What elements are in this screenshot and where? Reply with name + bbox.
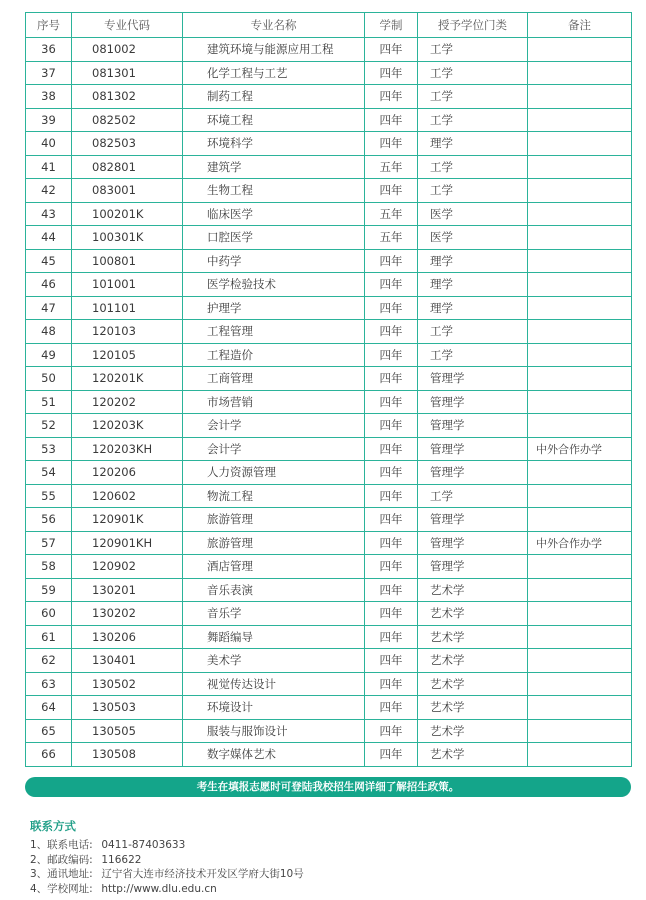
table-row bbox=[26, 602, 632, 626]
cell-seq: 44 bbox=[26, 226, 72, 250]
cell-degree: 工学 bbox=[418, 343, 528, 367]
contact-label: 3、通讯地址: bbox=[30, 868, 93, 880]
cell-seq: 61 bbox=[26, 625, 72, 649]
cell-name: 口腔医学 bbox=[183, 226, 365, 250]
cell-degree: 工学 bbox=[418, 179, 528, 203]
cell-note bbox=[528, 602, 632, 626]
table-row bbox=[26, 108, 632, 132]
cell-code: 100301K bbox=[72, 226, 183, 250]
cell-degree: 工学 bbox=[418, 108, 528, 132]
header-degree: 授予学位门类 bbox=[418, 13, 528, 38]
cell-seq: 37 bbox=[26, 61, 72, 85]
cell-note bbox=[528, 273, 632, 297]
cell-note bbox=[528, 508, 632, 532]
cell-years: 四年 bbox=[365, 273, 418, 297]
header-note: 备注 bbox=[528, 13, 632, 38]
cell-years: 四年 bbox=[365, 696, 418, 720]
contact-value: 0411-87403633 bbox=[101, 839, 186, 851]
cell-name: 人力资源管理 bbox=[183, 461, 365, 485]
cell-note bbox=[528, 743, 632, 767]
cell-seq: 46 bbox=[26, 273, 72, 297]
cell-seq: 39 bbox=[26, 108, 72, 132]
cell-degree: 艺术学 bbox=[418, 602, 528, 626]
cell-code: 083001 bbox=[72, 179, 183, 203]
cell-code: 120901KH bbox=[72, 531, 183, 555]
table-row bbox=[26, 649, 632, 673]
cell-degree: 管理学 bbox=[418, 508, 528, 532]
table-row bbox=[26, 38, 632, 62]
cell-seq: 45 bbox=[26, 249, 72, 273]
cell-code: 101001 bbox=[72, 273, 183, 297]
table-row bbox=[26, 743, 632, 767]
contact-title: 联系方式 bbox=[30, 819, 76, 833]
cell-seq: 40 bbox=[26, 132, 72, 156]
majors-table bbox=[25, 12, 632, 767]
cell-code: 120902 bbox=[72, 555, 183, 579]
cell-years: 五年 bbox=[365, 155, 418, 179]
cell-years: 四年 bbox=[365, 343, 418, 367]
cell-note: 中外合作办学 bbox=[528, 437, 632, 461]
cell-note bbox=[528, 155, 632, 179]
cell-code: 101101 bbox=[72, 296, 183, 320]
cell-name: 建筑环境与能源应用工程 bbox=[183, 38, 365, 62]
cell-years: 四年 bbox=[365, 367, 418, 391]
cell-note bbox=[528, 226, 632, 250]
cell-seq: 56 bbox=[26, 508, 72, 532]
cell-degree: 管理学 bbox=[418, 531, 528, 555]
cell-code: 082502 bbox=[72, 108, 183, 132]
cell-code: 130508 bbox=[72, 743, 183, 767]
cell-note: 中外合作办学 bbox=[528, 531, 632, 555]
cell-years: 四年 bbox=[365, 249, 418, 273]
table-row bbox=[26, 484, 632, 508]
cell-note bbox=[528, 484, 632, 508]
cell-seq: 52 bbox=[26, 414, 72, 438]
cell-seq: 57 bbox=[26, 531, 72, 555]
cell-name: 环境科学 bbox=[183, 132, 365, 156]
cell-name: 酒店管理 bbox=[183, 555, 365, 579]
table-row bbox=[26, 508, 632, 532]
cell-name: 环境工程 bbox=[183, 108, 365, 132]
table-row bbox=[26, 273, 632, 297]
table-row bbox=[26, 296, 632, 320]
cell-years: 四年 bbox=[365, 649, 418, 673]
cell-note bbox=[528, 414, 632, 438]
cell-note bbox=[528, 390, 632, 414]
header-years: 学制 bbox=[365, 13, 418, 38]
cell-years: 四年 bbox=[365, 602, 418, 626]
header-seq: 序号 bbox=[26, 13, 72, 38]
cell-note bbox=[528, 625, 632, 649]
cell-years: 四年 bbox=[365, 672, 418, 696]
cell-code: 120201K bbox=[72, 367, 183, 391]
cell-years: 四年 bbox=[365, 414, 418, 438]
cell-years: 四年 bbox=[365, 508, 418, 532]
cell-seq: 38 bbox=[26, 85, 72, 109]
contact-label: 4、学校网址: bbox=[30, 882, 93, 895]
table-row bbox=[26, 672, 632, 696]
notice-banner: 考生在填报志愿时可登陆我校招生网详细了解招生政策。 bbox=[25, 777, 631, 797]
table-row bbox=[26, 85, 632, 109]
table-row bbox=[26, 249, 632, 273]
cell-note bbox=[528, 179, 632, 203]
cell-note bbox=[528, 578, 632, 602]
cell-note bbox=[528, 85, 632, 109]
cell-note bbox=[528, 719, 632, 743]
cell-note bbox=[528, 649, 632, 673]
cell-name: 化学工程与工艺 bbox=[183, 61, 365, 85]
cell-seq: 49 bbox=[26, 343, 72, 367]
cell-name: 临床医学 bbox=[183, 202, 365, 226]
cell-name: 会计学 bbox=[183, 437, 365, 461]
cell-name: 视觉传达设计 bbox=[183, 672, 365, 696]
cell-years: 四年 bbox=[365, 85, 418, 109]
cell-code: 081301 bbox=[72, 61, 183, 85]
cell-code: 120103 bbox=[72, 320, 183, 344]
cell-code: 130401 bbox=[72, 649, 183, 673]
cell-seq: 53 bbox=[26, 437, 72, 461]
cell-name: 美术学 bbox=[183, 649, 365, 673]
cell-degree: 工学 bbox=[418, 38, 528, 62]
cell-name: 旅游管理 bbox=[183, 531, 365, 555]
cell-degree: 理学 bbox=[418, 296, 528, 320]
cell-degree: 工学 bbox=[418, 320, 528, 344]
table-header-row bbox=[26, 13, 632, 38]
cell-seq: 42 bbox=[26, 179, 72, 203]
cell-seq: 47 bbox=[26, 296, 72, 320]
cell-seq: 41 bbox=[26, 155, 72, 179]
cell-degree: 艺术学 bbox=[418, 649, 528, 673]
cell-degree: 艺术学 bbox=[418, 743, 528, 767]
cell-years: 四年 bbox=[365, 461, 418, 485]
cell-degree: 管理学 bbox=[418, 437, 528, 461]
cell-code: 130505 bbox=[72, 719, 183, 743]
cell-name: 建筑学 bbox=[183, 155, 365, 179]
cell-seq: 62 bbox=[26, 649, 72, 673]
table-row bbox=[26, 320, 632, 344]
cell-note bbox=[528, 367, 632, 391]
cell-code: 120202 bbox=[72, 390, 183, 414]
cell-seq: 50 bbox=[26, 367, 72, 391]
table-row bbox=[26, 696, 632, 720]
cell-name: 旅游管理 bbox=[183, 508, 365, 532]
cell-years: 四年 bbox=[365, 555, 418, 579]
cell-code: 120206 bbox=[72, 461, 183, 485]
cell-years: 四年 bbox=[365, 108, 418, 132]
cell-degree: 理学 bbox=[418, 132, 528, 156]
cell-years: 四年 bbox=[365, 179, 418, 203]
cell-name: 工程造价 bbox=[183, 343, 365, 367]
cell-code: 130202 bbox=[72, 602, 183, 626]
cell-name: 工商管理 bbox=[183, 367, 365, 391]
cell-degree: 艺术学 bbox=[418, 672, 528, 696]
cell-note bbox=[528, 38, 632, 62]
cell-name: 医学检验技术 bbox=[183, 273, 365, 297]
table-body bbox=[26, 38, 632, 767]
table-row bbox=[26, 61, 632, 85]
cell-code: 120105 bbox=[72, 343, 183, 367]
cell-note bbox=[528, 296, 632, 320]
cell-note bbox=[528, 320, 632, 344]
cell-code: 130502 bbox=[72, 672, 183, 696]
cell-code: 120901K bbox=[72, 508, 183, 532]
cell-years: 四年 bbox=[365, 320, 418, 344]
table-row bbox=[26, 343, 632, 367]
cell-degree: 工学 bbox=[418, 155, 528, 179]
cell-years: 四年 bbox=[365, 390, 418, 414]
cell-degree: 医学 bbox=[418, 202, 528, 226]
cell-degree: 理学 bbox=[418, 249, 528, 273]
contact-website bbox=[30, 882, 610, 897]
cell-code: 120203KH bbox=[72, 437, 183, 461]
cell-code: 100201K bbox=[72, 202, 183, 226]
cell-name: 会计学 bbox=[183, 414, 365, 438]
cell-degree: 医学 bbox=[418, 226, 528, 250]
header-code: 专业代码 bbox=[72, 13, 183, 38]
cell-code: 082503 bbox=[72, 132, 183, 156]
cell-degree: 艺术学 bbox=[418, 625, 528, 649]
cell-name: 舞蹈编导 bbox=[183, 625, 365, 649]
contact-label: 1、联系电话: bbox=[30, 839, 93, 851]
table-row bbox=[26, 437, 632, 461]
cell-code: 120602 bbox=[72, 484, 183, 508]
cell-degree: 工学 bbox=[418, 85, 528, 109]
cell-degree: 管理学 bbox=[418, 555, 528, 579]
cell-years: 四年 bbox=[365, 531, 418, 555]
cell-degree: 工学 bbox=[418, 61, 528, 85]
table-row bbox=[26, 226, 632, 250]
cell-degree: 艺术学 bbox=[418, 578, 528, 602]
cell-note bbox=[528, 61, 632, 85]
table-row bbox=[26, 179, 632, 203]
cell-name: 制药工程 bbox=[183, 85, 365, 109]
cell-code: 130503 bbox=[72, 696, 183, 720]
cell-name: 数字媒体艺术 bbox=[183, 743, 365, 767]
cell-degree: 理学 bbox=[418, 273, 528, 297]
cell-seq: 48 bbox=[26, 320, 72, 344]
table-row bbox=[26, 578, 632, 602]
cell-name: 环境设计 bbox=[183, 696, 365, 720]
cell-name: 服装与服饰设计 bbox=[183, 719, 365, 743]
cell-seq: 58 bbox=[26, 555, 72, 579]
cell-degree: 艺术学 bbox=[418, 719, 528, 743]
cell-code: 130206 bbox=[72, 625, 183, 649]
cell-years: 五年 bbox=[365, 226, 418, 250]
cell-degree: 管理学 bbox=[418, 414, 528, 438]
table-row bbox=[26, 132, 632, 156]
cell-note bbox=[528, 132, 632, 156]
cell-seq: 59 bbox=[26, 578, 72, 602]
cell-seq: 63 bbox=[26, 672, 72, 696]
cell-note bbox=[528, 249, 632, 273]
cell-note bbox=[528, 555, 632, 579]
cell-code: 081002 bbox=[72, 38, 183, 62]
cell-years: 五年 bbox=[365, 202, 418, 226]
cell-name: 护理学 bbox=[183, 296, 365, 320]
cell-note bbox=[528, 343, 632, 367]
table-row bbox=[26, 555, 632, 579]
cell-years: 四年 bbox=[365, 61, 418, 85]
contact-postcode bbox=[30, 853, 610, 868]
cell-seq: 43 bbox=[26, 202, 72, 226]
table-row bbox=[26, 155, 632, 179]
cell-name: 生物工程 bbox=[183, 179, 365, 203]
cell-seq: 65 bbox=[26, 719, 72, 743]
cell-note bbox=[528, 696, 632, 720]
cell-name: 中药学 bbox=[183, 249, 365, 273]
table-row bbox=[26, 202, 632, 226]
cell-years: 四年 bbox=[365, 719, 418, 743]
cell-degree: 艺术学 bbox=[418, 696, 528, 720]
cell-years: 四年 bbox=[365, 38, 418, 62]
table-row bbox=[26, 719, 632, 743]
cell-name: 市场营销 bbox=[183, 390, 365, 414]
cell-code: 130201 bbox=[72, 578, 183, 602]
contact-section bbox=[30, 818, 610, 896]
header-name: 专业名称 bbox=[183, 13, 365, 38]
website-link[interactable]: http://www.dlu.edu.cn bbox=[101, 882, 217, 895]
cell-seq: 64 bbox=[26, 696, 72, 720]
cell-degree: 管理学 bbox=[418, 367, 528, 391]
table-row bbox=[26, 531, 632, 555]
cell-seq: 55 bbox=[26, 484, 72, 508]
cell-name: 工程管理 bbox=[183, 320, 365, 344]
cell-seq: 66 bbox=[26, 743, 72, 767]
cell-degree: 工学 bbox=[418, 484, 528, 508]
cell-years: 四年 bbox=[365, 296, 418, 320]
cell-name: 音乐表演 bbox=[183, 578, 365, 602]
table-row bbox=[26, 461, 632, 485]
cell-name: 物流工程 bbox=[183, 484, 365, 508]
cell-years: 四年 bbox=[365, 437, 418, 461]
cell-seq: 36 bbox=[26, 38, 72, 62]
table-row bbox=[26, 367, 632, 391]
cell-years: 四年 bbox=[365, 484, 418, 508]
contact-value: 116622 bbox=[101, 853, 142, 866]
contact-phone bbox=[30, 838, 610, 853]
cell-note bbox=[528, 108, 632, 132]
cell-years: 四年 bbox=[365, 132, 418, 156]
table-row bbox=[26, 414, 632, 438]
cell-degree: 管理学 bbox=[418, 461, 528, 485]
cell-note bbox=[528, 202, 632, 226]
table-row bbox=[26, 625, 632, 649]
cell-code: 120203K bbox=[72, 414, 183, 438]
contact-value: 辽宁省大连市经济技术开发区学府大街10号 bbox=[101, 868, 304, 880]
cell-code: 100801 bbox=[72, 249, 183, 273]
cell-code: 082801 bbox=[72, 155, 183, 179]
cell-years: 四年 bbox=[365, 625, 418, 649]
cell-seq: 51 bbox=[26, 390, 72, 414]
cell-seq: 54 bbox=[26, 461, 72, 485]
cell-degree: 管理学 bbox=[418, 390, 528, 414]
cell-years: 四年 bbox=[365, 578, 418, 602]
cell-code: 081302 bbox=[72, 85, 183, 109]
contact-label: 2、邮政编码: bbox=[30, 853, 93, 866]
cell-years: 四年 bbox=[365, 743, 418, 767]
cell-name: 音乐学 bbox=[183, 602, 365, 626]
cell-note bbox=[528, 672, 632, 696]
cell-note bbox=[528, 461, 632, 485]
cell-seq: 60 bbox=[26, 602, 72, 626]
contact-address bbox=[30, 867, 610, 882]
table-row bbox=[26, 390, 632, 414]
